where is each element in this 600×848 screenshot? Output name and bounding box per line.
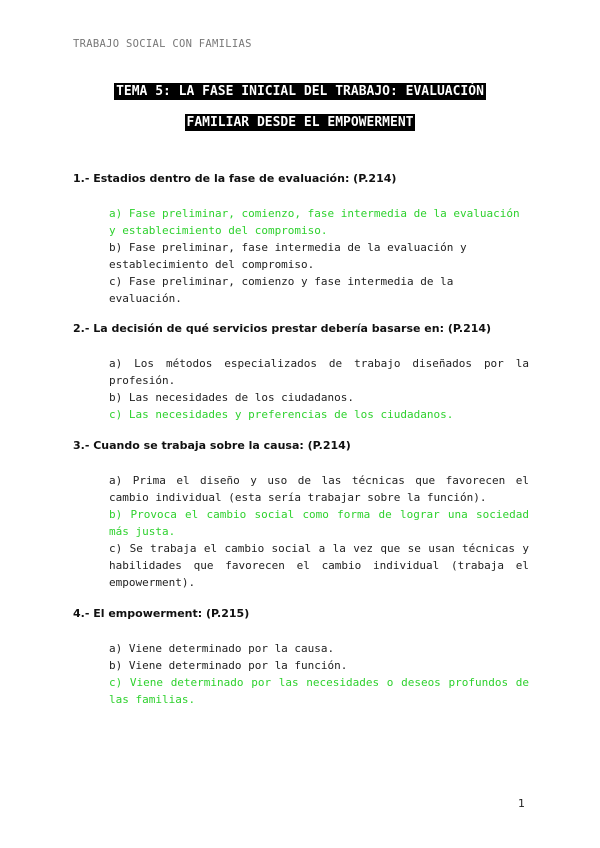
answer-2c: c) Las necesidades y preferencias de los ciudadanos. bbox=[109, 408, 454, 421]
question-2: 2.- La decisión de qué servicios prestar debería basarse en: (P.214) bbox=[73, 322, 492, 335]
answer-1c: c) Fase preliminar, comienzo y fase intermedia de la evaluación. bbox=[109, 275, 454, 305]
title-line-2: FAMILIAR DESDE EL EMPOWERMENT bbox=[186, 115, 414, 130]
page-number: 1 bbox=[518, 797, 525, 810]
answer-3b: b) Provoca el cambio social como forma de lograr una sociedad más justa. bbox=[109, 508, 529, 538]
answer-4a: a) Viene determinado por la causa. bbox=[109, 642, 335, 655]
answers-2 bbox=[109, 355, 529, 423]
answer-4c: c) Viene determinado por las necesidades o deseos profundos de las familias. bbox=[109, 676, 529, 706]
answer-3c: c) Se trabaja el cambio social a la vez que se usan técnicas y habilidades que favorecen el cambio individual (trabaja el empowerment). bbox=[109, 542, 529, 589]
answer-1b: b) Fase preliminar, fase intermedia de la evaluación y establecimiento del compromiso. bbox=[109, 241, 467, 271]
page-title bbox=[60, 76, 540, 138]
answers-4 bbox=[109, 640, 529, 708]
answers-1 bbox=[109, 205, 529, 307]
answer-2a: a) Los métodos especializados de trabajo diseñados por la profesión. bbox=[109, 357, 529, 387]
answer-1a: a) Fase preliminar, comienzo, fase intermedia de la evaluación y establecimiento del compromiso. bbox=[109, 207, 520, 237]
question-3: 3.- Cuando se trabaja sobre la causa: (P.214) bbox=[73, 439, 351, 452]
answer-2b: b) Las necesidades de los ciudadanos. bbox=[109, 391, 355, 404]
answer-4b: b) Viene determinado por la función. bbox=[109, 659, 348, 672]
title-line-1: TEMA 5: LA FASE INICIAL DEL TRABAJO: EVALUACIÓN bbox=[116, 84, 484, 99]
answer-3a: a) Prima el diseño y uso de las técnicas que favorecen el cambio individual (esta sería trabajar sobre la función). bbox=[109, 474, 529, 504]
question-1: 1.- Estadios dentro de la fase de evaluación: (P.214) bbox=[73, 172, 397, 185]
answers-3 bbox=[109, 472, 529, 591]
question-4: 4.- El empowerment: (P.215) bbox=[73, 607, 250, 620]
document-header: TRABAJO SOCIAL CON FAMILIAS bbox=[73, 38, 252, 50]
